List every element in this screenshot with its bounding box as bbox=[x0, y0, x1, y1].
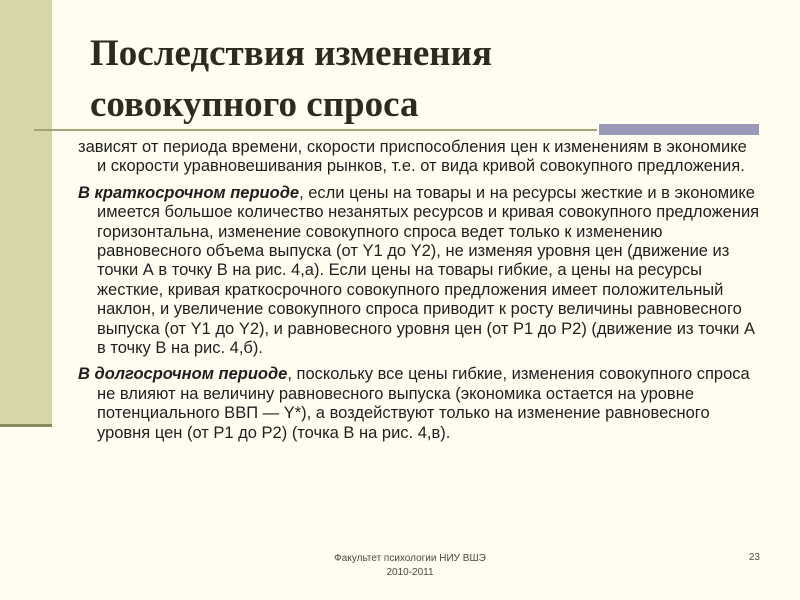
title-accent-bar bbox=[599, 124, 759, 135]
paragraph-short-run-lead: В краткосрочном периоде bbox=[78, 183, 300, 202]
footer-years: 2010-2011 bbox=[386, 567, 434, 578]
slide-body bbox=[78, 138, 760, 450]
title-line-1: Последствия изменения bbox=[90, 33, 492, 74]
paragraph-intro bbox=[78, 138, 760, 177]
left-decor-rule bbox=[0, 424, 52, 427]
paragraph-long-run bbox=[78, 365, 760, 443]
paragraph-long-run-lead: В долгосрочном периоде bbox=[78, 365, 288, 384]
title-divider bbox=[34, 129, 597, 131]
paragraph-intro-text: зависят от периода времени, скорости приспособления цен к изменениям в экономике и скорости уравновешивания рынков, т.е. от вида кривой совокупного предложения. bbox=[78, 138, 747, 176]
slide-footer bbox=[300, 552, 520, 580]
page-number: 23 bbox=[748, 552, 760, 563]
footer-institution: Факультет психологии НИУ ВШЭ bbox=[334, 553, 486, 564]
left-decor-band bbox=[0, 0, 52, 425]
paragraph-long-run-text: , поскольку все цены гибкие, изменения совокупного спроса не влияют на величину равновесного выпуска (экономика остается на уровне потенциального ВВП — Y*), а воздействуют только на изменение равновесного уровня цен (от Р1 до Р2) (точка В на рис. 4,в). bbox=[97, 365, 750, 442]
title-line-2: совокупного спроса bbox=[90, 84, 419, 125]
slide-title bbox=[90, 28, 770, 130]
paragraph-short-run-text: , если цены на товары и на ресурсы жесткие и в экономике имеется большое количество незанятых ресурсов и кривая совокупного предложения горизонтальна, изменение совокупного спроса ведет только к изменению равновесного объема выпуска (от Y1 до Y2), не изменяя уровня цен (движение из точки А в точку В на рис. 4,а). Если цены на товары гибкие, а цены на ресурсы жесткие, кривая краткосрочного совокупного предложения имеет положительный наклон, и увеличение совокупного спроса приводит к росту величины равновесного выпуска (от Y1 до Y2), и равновесного уровня цен (от Р1 до Р2) (движение из точки А в точку В на рис. 4,б). bbox=[97, 183, 760, 358]
paragraph-short-run bbox=[78, 184, 760, 359]
